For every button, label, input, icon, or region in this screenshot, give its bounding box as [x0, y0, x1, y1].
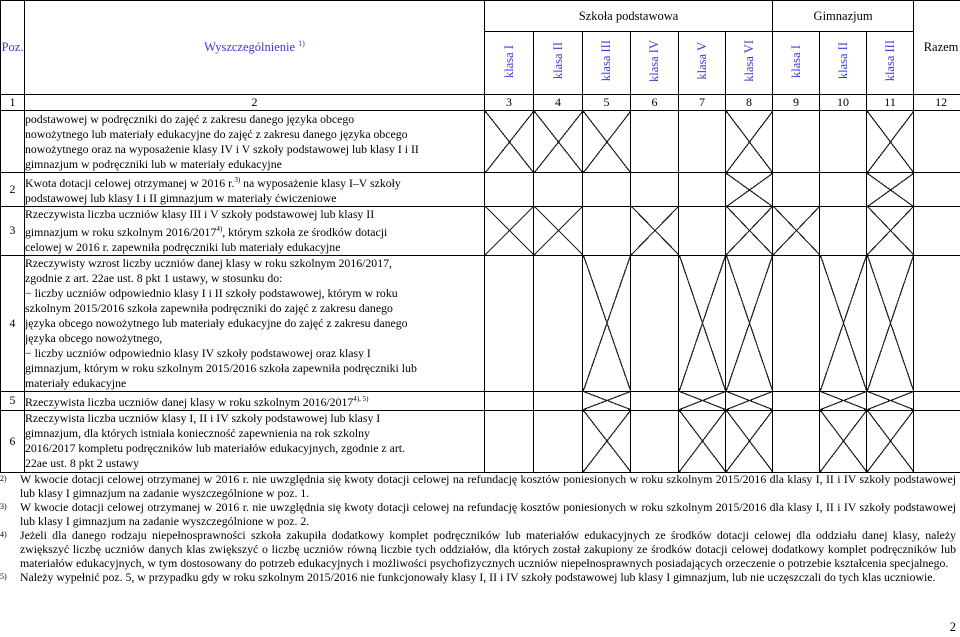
col-number: 3: [485, 95, 534, 111]
class-header-sp-6: klasa VI: [726, 32, 773, 95]
footnotes: [0, 472, 958, 584]
row-description: podstawowej w podręczniki do zajęć z zakresu danego języka obcego nowożytnego lub materiały edukacyjne do zajęć z zakresu danego języka obcego nowożytnego oraz na wyposażenie klasy IV i V szkoły podstawowej lub klasy I i II gimnazjum w podręczniki lub w materiały edukacyjne: [25, 111, 485, 173]
col-number: 7: [679, 95, 726, 111]
szkola-podstawowa-header: Szkoła podstawowa: [485, 1, 773, 32]
input-cell[interactable]: [534, 391, 583, 410]
col-number: 10: [820, 95, 867, 111]
crossed-cell: [679, 391, 726, 410]
gimnazjum-header: Gimnazjum: [773, 1, 914, 32]
row-description: Rzeczywista liczba uczniów klasy III i V szkoły podstawowej lub klasy II gimnazjum w roku szkolnym 2016/2017$^{4)}$, którym szkoła ze środków dotacji celowej w 2016 r. zapewniła podręczniki lub materiały edukacyjne: [25, 206, 485, 255]
footnote-mark: 4): [0, 530, 7, 539]
input-cell[interactable]: [914, 391, 960, 410]
col-number: 5: [583, 95, 631, 111]
row-number: 2: [1, 173, 25, 207]
footnote: [0, 472, 958, 500]
input-cell[interactable]: [820, 111, 867, 173]
table-row: [1, 410, 960, 472]
input-cell[interactable]: [631, 173, 679, 207]
class-header-gim-2: klasa II: [820, 32, 867, 95]
crossed-cell: [534, 206, 583, 255]
column-numbers-row: [1, 95, 960, 111]
input-cell[interactable]: [820, 173, 867, 207]
input-cell[interactable]: [534, 173, 583, 207]
input-cell[interactable]: [773, 391, 820, 410]
crossed-cell: [679, 255, 726, 391]
page-number: 2: [949, 620, 956, 634]
crossed-cell: [485, 206, 534, 255]
footnote-mark: 3): [0, 502, 7, 511]
crossed-cell: [726, 391, 773, 410]
crossed-cell: [485, 111, 534, 173]
class-header-gim-1: klasa I: [773, 32, 820, 95]
row-number: 5: [1, 391, 25, 410]
crossed-cell: [726, 111, 773, 173]
row-description: Rzeczywista liczba uczniów danej klasy w roku szkolnym $2016/2017^{4), 5)}$: [25, 391, 485, 410]
class-header-sp-1: klasa I: [485, 32, 534, 95]
crossed-cell: [820, 391, 867, 410]
crossed-cell: [583, 111, 631, 173]
footnote: [0, 500, 958, 528]
crossed-cell: [820, 410, 867, 472]
row-number: 6: [1, 410, 25, 472]
col-number: 1: [1, 95, 25, 111]
crossed-cell: [583, 255, 631, 391]
footnote-text: W kwocie dotacji celowej otrzymanej w 2016 r. nie uwzględnia się kwoty dotacji celowej na refundację kosztów poniesionych w roku szkolnym 2015/2016 dla klasy I, II i IV szkoły podstawowej lub klasy I gimnazjum na zadanie wyszczególnione w poz. 1.: [20, 472, 956, 500]
input-cell[interactable]: [583, 206, 631, 255]
input-cell[interactable]: [914, 206, 960, 255]
crossed-cell: [820, 255, 867, 391]
footnote-mark: 5): [0, 572, 7, 581]
crossed-cell: [867, 410, 914, 472]
input-cell[interactable]: [631, 255, 679, 391]
col-number: 6: [631, 95, 679, 111]
footnote: [0, 570, 958, 584]
input-cell[interactable]: [914, 255, 960, 391]
input-cell[interactable]: [914, 173, 960, 207]
col-number: 11: [867, 95, 914, 111]
crossed-cell: [867, 111, 914, 173]
razem-header: Razem: [914, 1, 960, 95]
crossed-cell: [867, 173, 914, 207]
footnote-text: Należy wypełnić poz. 5, w przypadku gdy w roku szkolnym 2015/2016 nie funkcjonowały klasy I, II i IV szkoły podstawowej lub klasy I gimnazjum, lub nie uczęszczali do tych klas uczniowie.: [20, 570, 936, 584]
class-header-sp-3: klasa III: [583, 32, 631, 95]
crossed-cell: [867, 206, 914, 255]
input-cell[interactable]: [485, 410, 534, 472]
input-cell[interactable]: [679, 173, 726, 207]
col-number: 9: [773, 95, 820, 111]
crossed-cell: [679, 410, 726, 472]
input-cell[interactable]: [485, 173, 534, 207]
row-number: [1, 111, 25, 173]
crossed-cell: [867, 255, 914, 391]
input-cell[interactable]: [820, 206, 867, 255]
row-description: Kwota dotacji celowej otrzymanej w 2016 r.$^{3)}$ na wyposażenie klasy I–V szkoły podstawowej lub klasy I i II gimnazjum w materiały ćwiczeniowe: [25, 173, 485, 207]
crossed-cell: [726, 255, 773, 391]
crossed-cell: [631, 206, 679, 255]
footnote-text: W kwocie dotacji celowej otrzymanej w 2016 r. nie uwzględnia się kwoty dotacji celowej na refundację kosztów poniesionych w roku szkolnym 2015/2016 dla klasy I, II i IV szkoły podstawowej lub klasy I gimnazjum na zadanie wyszczególnione w poz. 2.: [20, 500, 956, 528]
input-cell[interactable]: [679, 206, 726, 255]
footnote-mark: 2): [0, 474, 7, 483]
input-cell[interactable]: [773, 111, 820, 173]
input-cell[interactable]: [485, 391, 534, 410]
input-cell[interactable]: [631, 391, 679, 410]
crossed-cell: [726, 173, 773, 207]
col-number: 12: [914, 95, 960, 111]
row-description: Rzeczywisty wzrost liczby uczniów danej klasy w roku szkolnym 2016/2017, zgodnie z art. 22ae ust. 8 pkt 1 ustawy, w stosunku do: − liczby uczniów odpowiednio klasy I i II szkoły podstawowej, którym w roku szkolnym 2015/2016 szkoła zapewniła podręczniki do zajęć z zakresu danego języka obcego nowożytnego lub materiały edukacyjne do zajęć z zakresu danego języka obcego nowożytnego, − liczby uczniów odpowiednio klasy IV szkoły podstawowej oraz klasy I gimnazjum, którym w roku szkolnym 2015/2016 szkoła zapewniła podręczniki lub materiały edukacyjne: [25, 255, 485, 391]
class-header-sp-5: klasa V: [679, 32, 726, 95]
input-cell[interactable]: [914, 111, 960, 173]
table-row: [1, 111, 960, 173]
class-header-sp-2: klasa II: [534, 32, 583, 95]
input-cell[interactable]: [485, 255, 534, 391]
col-number: 2: [25, 95, 485, 111]
input-cell[interactable]: [773, 255, 820, 391]
poz-header: Poz.: [1, 1, 25, 95]
input-cell[interactable]: [534, 255, 583, 391]
row-description: Rzeczywista liczba uczniów klasy I, II i IV szkoły podstawowej lub klasy I gimnazjum, dla których istniała konieczność zapewnienia na rok szkolny 2016/2017 kompletu podręczników lub materiałów edukacyjnych, zgodnie z art. 22ae ust. 8 pkt 2 ustawy: [25, 410, 485, 472]
crossed-cell: [583, 391, 631, 410]
input-cell[interactable]: [914, 410, 960, 472]
crossed-cell: [534, 111, 583, 173]
class-header-sp-4: klasa IV: [631, 32, 679, 95]
col-number: 8: [726, 95, 773, 111]
input-cell[interactable]: [773, 173, 820, 207]
input-cell[interactable]: [534, 410, 583, 472]
input-cell[interactable]: [631, 111, 679, 173]
col-number: 4: [534, 95, 583, 111]
input-cell[interactable]: [583, 173, 631, 207]
crossed-cell: [726, 206, 773, 255]
input-cell[interactable]: [773, 410, 820, 472]
footnote-text: Jeżeli dla danego rodzaju niepełnosprawności szkoła zakupiła dodatkowy komplet podręczników lub materiałów edukacyjnych ze środków dotacji celowej dla oddziału danej klasy, należy zwiększyć liczbę uczniów danych klas zwiększyć o liczbę uczniów równą liczbie tych oddziałów, dla których został zakupiony ze środków dotacji celowej dodatkowy komplet podręczników lub materiałów edukacyjnych, w tym dostosowany do potrzeb edukacyjnych i możliwości psychofizycznych uczniów niepełnosprawnych posiadających orzeczenie o potrzebie kształcenia specjalnego.: [20, 528, 956, 570]
crossed-cell: [867, 391, 914, 410]
crossed-cell: [726, 410, 773, 472]
crossed-cell: [583, 410, 631, 472]
wyszczegolnienie-header: Wyszczególnienie $^{1)}$: [25, 1, 485, 95]
table-row: [1, 391, 960, 410]
row-number: 4: [1, 255, 25, 391]
table-row: [1, 173, 960, 207]
class-header-gim-3: klasa III: [867, 32, 914, 95]
footnote: [0, 528, 958, 570]
crossed-cell: [773, 206, 820, 255]
row-number: 3: [1, 206, 25, 255]
input-cell[interactable]: [679, 111, 726, 173]
input-cell[interactable]: [631, 410, 679, 472]
table-row: [1, 206, 960, 255]
table-row: [1, 255, 960, 391]
